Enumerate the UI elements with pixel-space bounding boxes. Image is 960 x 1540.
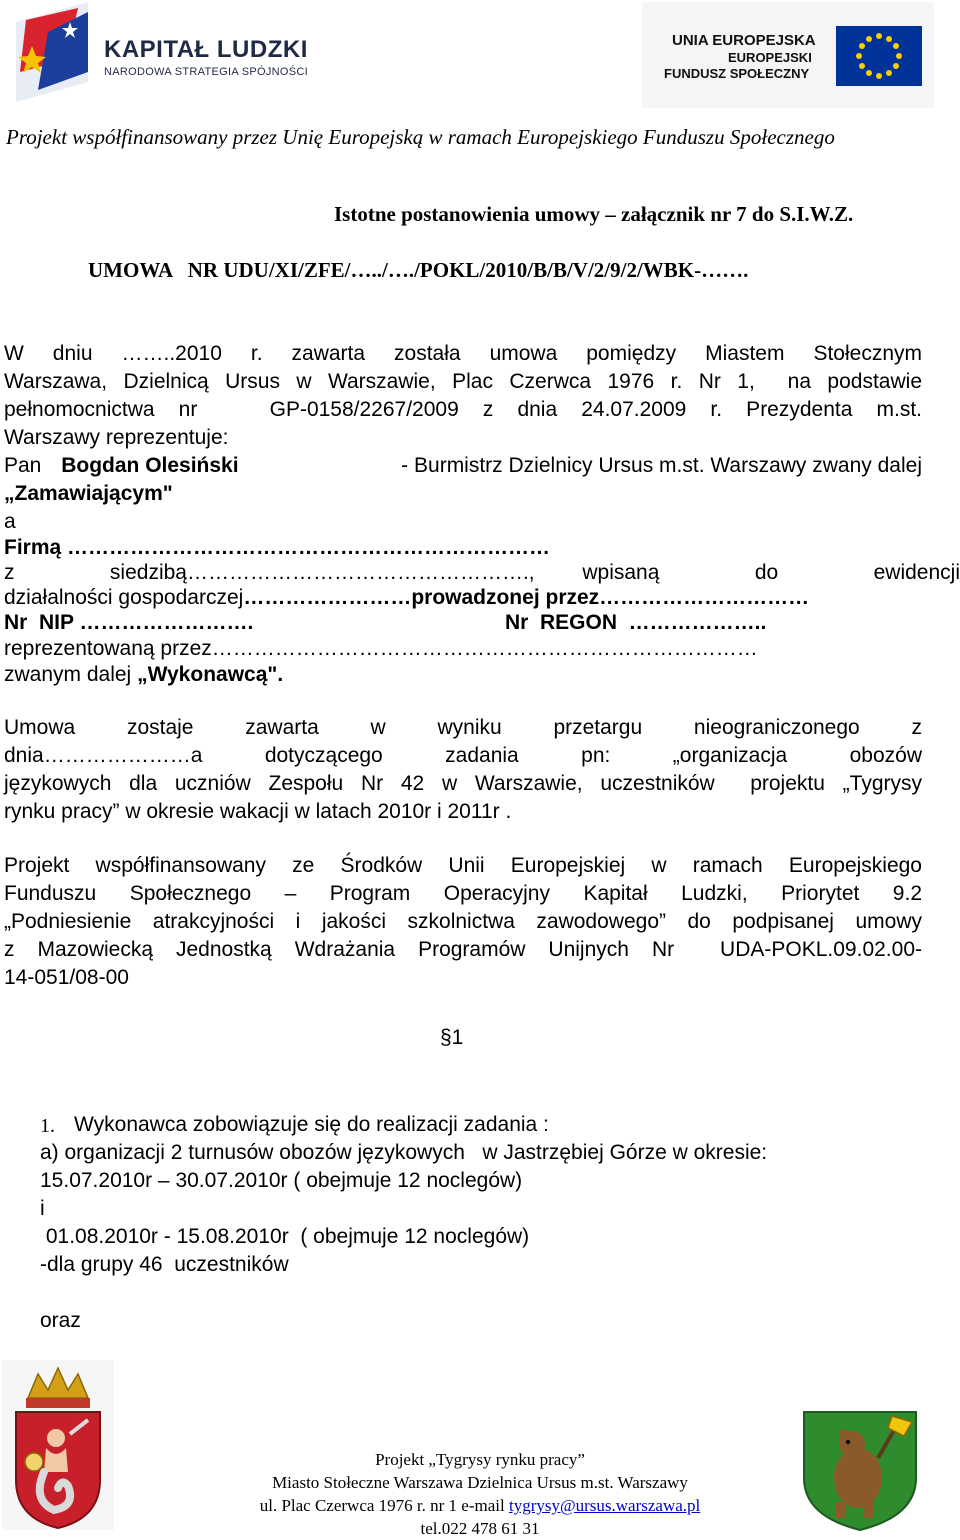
footer-email-link[interactable]: tygrysy@ursus.warszawa.pl	[508, 1496, 701, 1515]
eu-line2: EUROPEJSKI	[728, 50, 812, 65]
p1-line5	[4, 453, 922, 479]
nip-field: Nr NIP …………………….	[4, 611, 254, 634]
p3-line4: z Mazowiecką Jednostką Wdrażania Programów Unijnych Nr UDA-POKL.09.02.00-	[4, 938, 922, 961]
p1-line2: Warszawa, Dzielnicą Ursus w Warszawie, Plac Czerwca 1976 r. Nr 1, na podstawie	[4, 370, 922, 393]
item-line3: 15.07.2010r – 30.07.2010r ( obejmuje 12 noclegów)	[40, 1169, 523, 1192]
footer-line3	[180, 1494, 780, 1517]
contract-number: UMOWA NR UDU/XI/ZFE/…../…./POKL/2010/B/B/V/2/9/2/WBK-…….	[88, 258, 749, 282]
eu-flag-icon	[836, 26, 922, 86]
footer-line4: tel.022 478 61 31	[420, 1519, 540, 1538]
p1-line6: „Zamawiającym"	[4, 482, 173, 505]
p2-line3: językowych dla uczniów Zespołu Nr 42 w Warszawie, uczestników projektu „Tygrysy	[4, 772, 922, 795]
p2-line2: dnia…………………a dotyczącego zadania pn: „organizacja obozów	[4, 744, 922, 767]
p1-line3: pełnomocnictwa nr GP-0158/2267/2009 z dnia 24.07.2009 r. Prezydenta m.st.	[4, 398, 922, 421]
footer-line1: Projekt „Tygrysy rynku pracy”	[375, 1450, 585, 1469]
item-line2: a) organizacji 2 turnusów obozów językowych w Jastrzębiej Górze w okresie:	[40, 1141, 768, 1164]
p1-line12: reprezentowaną przez……………………………………………………………………	[4, 637, 758, 660]
p1-line5-rest: - Burmistrz Dzielnicy Ursus m.st. Warszawy zwany dalej	[389, 454, 922, 477]
kapital-ludzki-subtitle: NARODOWA STRATEGIA SPÓJNOŚCI	[104, 66, 308, 78]
p2-line1: Umowa zostaje zawarta w wyniku przetargu nieograniczonego z	[4, 716, 922, 739]
regon-field: Nr REGON ………………..	[505, 611, 767, 634]
p1-line10-b: ……………………prowadzonej przez…………………………	[243, 586, 810, 609]
p1-line10-a: działalności gospodarczej	[4, 586, 244, 609]
p3-line2: Funduszu Społecznego – Program Operacyjny Kapitał Ludzki, Priorytet 9.2	[4, 882, 922, 905]
ursus-coat-of-arms-icon	[800, 1408, 920, 1532]
warsaw-coat-of-arms-icon	[2, 1360, 114, 1530]
kapital-ludzki-emblem-icon	[8, 2, 96, 102]
eu-line3: FUNDUSZ SPOŁECZNY	[664, 66, 810, 81]
kapital-ludzki-logo	[8, 2, 328, 102]
footer-line2: Miasto Stołeczne Warszawa Dzielnica Ursus m.st. Warszawy	[272, 1473, 688, 1492]
kapital-ludzki-title: KAPITAŁ LUDZKI	[104, 36, 308, 63]
p3-line5: 14-051/08-00	[4, 966, 129, 989]
p1-line11	[4, 610, 253, 636]
representative-name: Bogdan Olesiński	[61, 454, 239, 477]
p1-line10	[4, 585, 809, 611]
item-line1: Wykonawca zobowiązuje się do realizacji zadania :	[74, 1113, 549, 1136]
p1-line13-b: „Wykonawcą".	[137, 663, 284, 686]
footer	[180, 1448, 780, 1540]
header-tagline: Projekt współfinansowany przez Unię Europejską w ramach Europejskiego Funduszu Społecznego	[6, 125, 835, 149]
eu-line1: UNIA EUROPEJSKA	[672, 32, 816, 49]
eu-logo	[642, 2, 934, 108]
p3-line1: Projekt współfinansowany ze Środków Unii Europejskiej w ramach Europejskiego	[4, 854, 922, 877]
p1-line7: a	[4, 510, 16, 533]
item-line4: i	[40, 1197, 45, 1220]
p1-line9: z siedzibą…………………………………………., wpisaną do ewidencji	[4, 561, 960, 584]
p1-line4: Warszawy reprezentuje:	[4, 426, 229, 449]
item-line6: -dla grupy 46 uczestników	[40, 1253, 289, 1276]
p1-line8: Firmą ……………………………………………………………	[4, 536, 551, 559]
footer-line3-prefix: ul. Plac Czerwca 1976 r. nr 1 e-mail	[259, 1496, 509, 1515]
p1-line13	[4, 662, 283, 688]
p3-line3: „Podniesienie atrakcyjności i jakości szkolnictwa zawodowego” do podpisanej umowy	[4, 910, 922, 933]
p2-line4: rynku pracy” w okresie wakacji w latach 2010r i 2011r .	[4, 800, 512, 823]
item-line7: oraz	[40, 1309, 81, 1332]
p1-line1: W dniu ……..2010 r. zawarta została umowa pomiędzy Miastem Stołecznym	[4, 342, 922, 365]
section-heading: §1	[440, 1026, 464, 1049]
p1-line13-a: zwanym dalej	[4, 663, 138, 686]
p1-line5-pan: Pan	[4, 454, 48, 477]
document-subtitle: Istotne postanowienia umowy – załącznik nr 7 do S.I.W.Z.	[334, 202, 854, 226]
item-number: 1.	[40, 1115, 55, 1137]
item-line5: 01.08.2010r - 15.08.2010r ( obejmuje 12 noclegów)	[40, 1225, 530, 1248]
